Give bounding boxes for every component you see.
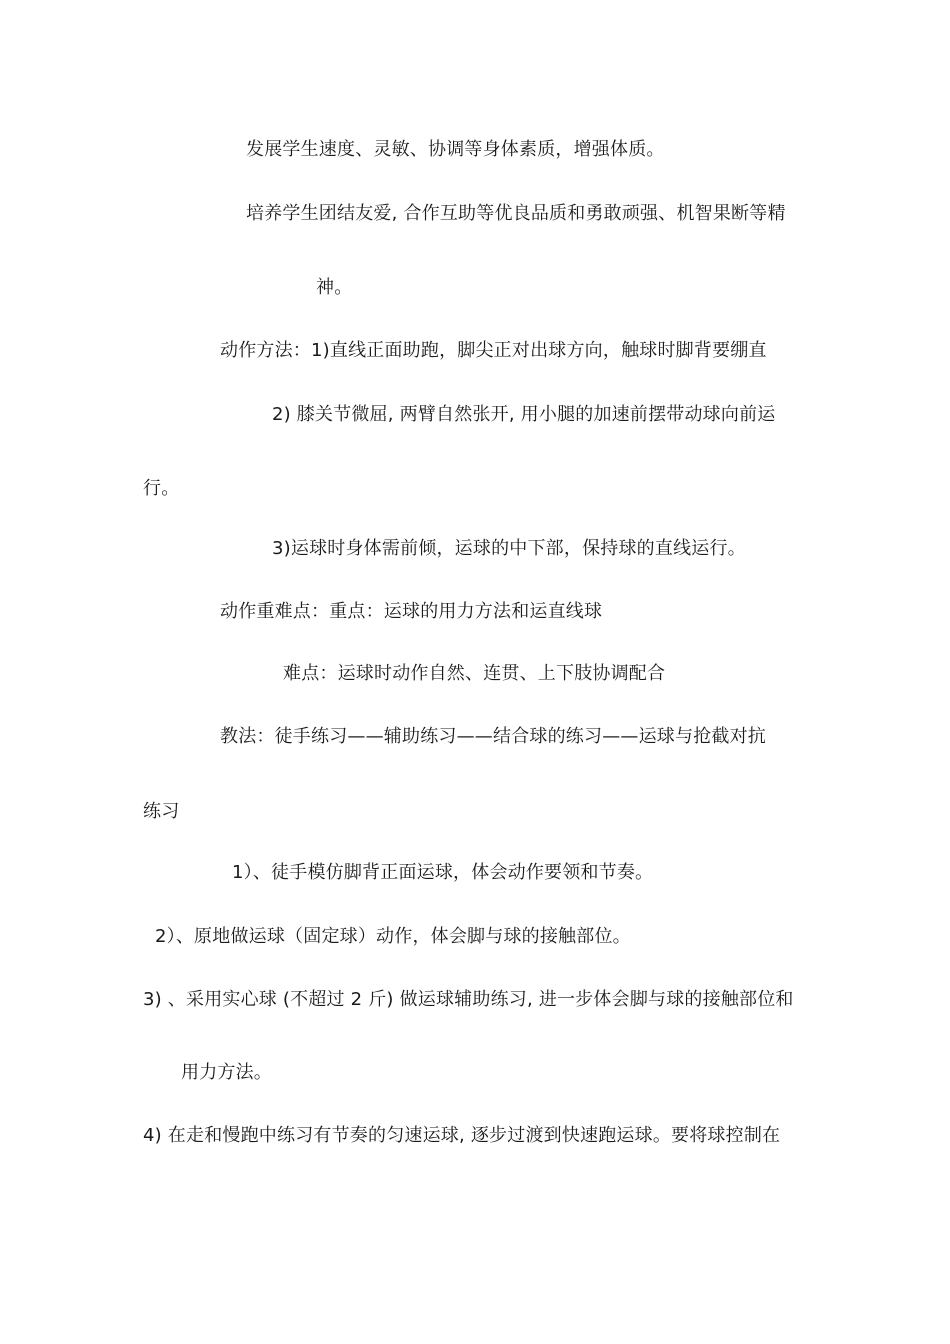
text-line-9: 难点：运球时动作自然、连贯、上下肢协调配合 [283, 663, 666, 684]
text-line-13: 2）、原地做运球（固定球）动作，体会脚与球的接触部位。 [155, 926, 631, 947]
text-line-1: 发展学生速度、灵敏、协调等身体素质，增强体质。 [246, 139, 665, 160]
text-line-10: 教法：徒手练习——辅助练习——结合球的练习——运球与抢截对抗 [220, 726, 766, 747]
text-line-3: 神。 [316, 277, 353, 298]
text-line-12: 1）、徒手模仿脚背正面运球，体会动作要领和节奏。 [232, 862, 654, 883]
text-line-4: 动作方法：1)直线正面助跑，脚尖正对出球方向，触球时脚背要绷直 [220, 340, 767, 361]
text-line-7: 3)运球时身体需前倾，运球的中下部，保持球的直线运行。 [272, 538, 746, 559]
text-line-14: 3) 、采用实心球 (不超过 2 斤) 做运球辅助练习, 进一步体会脚与球的接触部位和 [143, 989, 794, 1010]
text-line-5: 2) 膝关节微屈, 两臂自然张开, 用小腿的加速前摆带动球向前运 [272, 404, 776, 425]
text-line-8: 动作重难点：重点：运球的用力方法和运直线球 [220, 601, 603, 622]
text-line-15: 用力方法。 [181, 1062, 272, 1083]
text-line-11: 练习 [143, 801, 180, 822]
text-line-2: 培养学生团结友爱, 合作互助等优良品质和勇敢顽强、机智果断等精 [246, 203, 786, 224]
text-line-16: 4) 在走和慢跑中练习有节奏的匀速运球, 逐步过渡到快速跑运球。要将球控制在 [143, 1125, 781, 1146]
text-line-6: 行。 [143, 478, 180, 499]
